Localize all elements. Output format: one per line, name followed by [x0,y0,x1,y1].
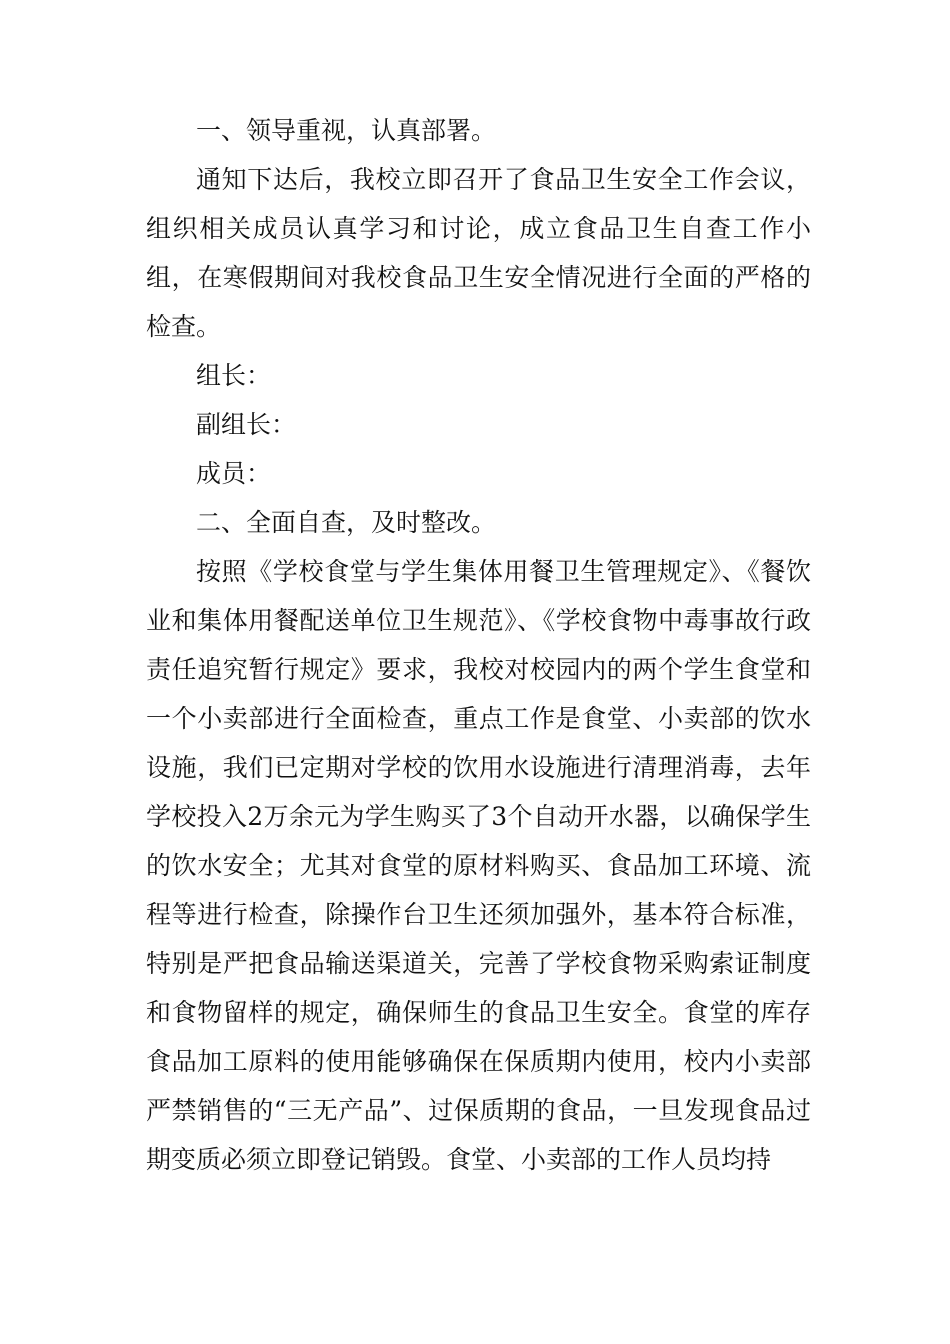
document-body [146,106,811,1184]
paragraph-inspection: 按照《学校食堂与学生集体用餐卫生管理规定》、《餐饮业和集体用餐配送单位卫生规范》、《学校食物中毒事故行政责任追究暂行规定》要求，我校对校园内的两个学生食堂和一个小卖部进行全面检查，重点工作是食堂、小卖部的饮水设施，我们已定期对学校的饮用水设施进行清理消毒，去年学校投入2万余元为学生购买了3个自动开水器，以确保学生的饮水安全；尤其对食堂的原材料购买、食品加工环境、流程等进行检查，除操作台卫生还须加强外，基本符合标准，特别是严把食品输送渠道关，完善了学校食物采购索证制度和食物留样的规定，确保师生的食品卫生安全。食堂的库存食品加工原料的使用能够确保在保质期内使用，校内小卖部严禁销售的“三无产品”、过保质期的食品，一旦发现食品过期变质必须立即登记销毁。食堂、小卖部的工作人员均持 [146,557,811,1174]
deputy-leader-line: 副组长： [196,410,297,439]
section-heading-1: 一、领导重视，认真部署。 [196,116,497,145]
team-leader-line: 组长： [196,361,272,390]
section-heading-2: 二、全面自查，及时整改。 [196,508,497,537]
members-line: 成员： [196,459,272,488]
paragraph-self-check-team: 通知下达后，我校立即召开了食品卫生安全工作会议，组织相关成员认真学习和讨论，成立食品卫生自查工作小组，在寒假期间对我校食品卫生安全情况进行全面的严格的检查。 [146,165,811,341]
